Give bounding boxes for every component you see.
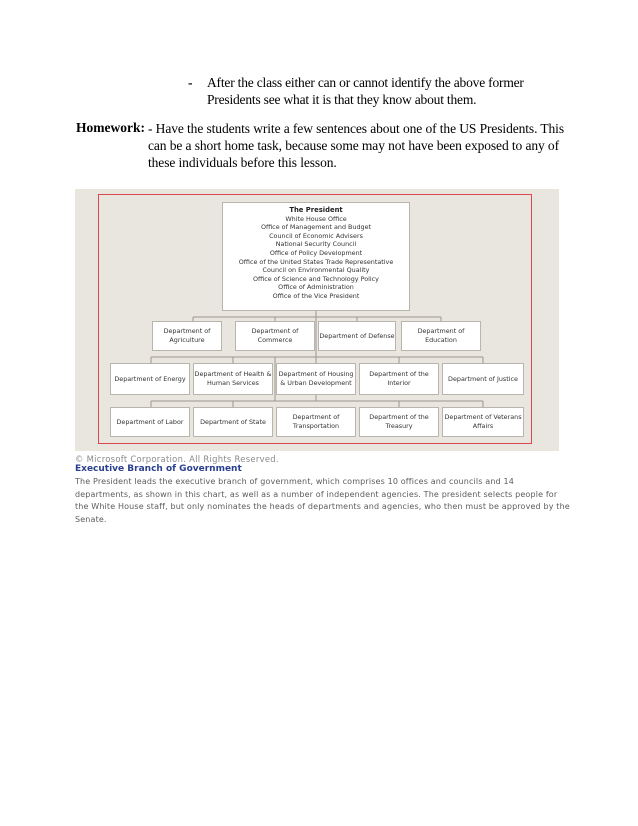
dept-label: Department of State (200, 417, 266, 426)
dept-energy-box (110, 363, 190, 395)
dept-transportation-box (276, 407, 356, 437)
dept-defense-box (318, 321, 396, 351)
org-chart-image (75, 189, 559, 451)
office-item: Office of the Vice President (272, 291, 360, 300)
dept-label: Department of Housing & Urban Development (278, 370, 354, 387)
dept-hud-box (276, 363, 356, 395)
dept-veterans-box (442, 407, 524, 437)
dept-label: Department of Justice (448, 374, 518, 383)
dept-label: Department of Agriculture (163, 327, 211, 344)
office-item: Council on Environmental Quality (262, 266, 370, 275)
dept-label: Department of Energy (114, 374, 186, 383)
office-item: Office of Management and Budget (260, 223, 372, 232)
president-box (222, 202, 410, 311)
dept-label: Department of Labor (116, 417, 184, 426)
homework-text: - Have the students write a few sentences about one of the US Presidents. This can be a short home task, because some may not have been exposed to any of these individuals before this lesson. (148, 121, 564, 170)
dept-labor-box (110, 407, 190, 437)
dept-label: Department of Transportation (292, 413, 340, 430)
caption-body: The President leads the executive branch of government, which comprises 10 offices and councils and 14 departments, as shown in this chart, as well as a number of independent agencies. The president selects people for the White House staff, but only nominates the heads of departments and agencies, who then must be approved by the Senate. (75, 477, 570, 524)
dept-label: Department of Veterans Affairs (444, 413, 522, 430)
dept-label: Department of Health & Human Services (194, 370, 272, 387)
office-item: Office of Science and Technology Policy (253, 274, 379, 283)
office-item: Council of Economic Advisers (269, 231, 363, 240)
dept-education-box (401, 321, 481, 351)
bullet-text: After the class either can or cannot identify the above former Presidents see what it is that they know about them. (207, 75, 524, 107)
dept-interior-box (359, 363, 439, 395)
dept-agriculture-box (152, 321, 222, 351)
office-item: White House Office (285, 214, 347, 223)
bullet-dash: - (188, 75, 193, 90)
dept-state-box (193, 407, 273, 437)
dept-treasury-box (359, 407, 439, 437)
caption-title: Executive Branch of Government (75, 464, 242, 474)
dept-commerce-box (235, 321, 315, 351)
president-title: The President (289, 206, 343, 214)
dept-label: Department of Defense (319, 331, 395, 340)
dept-hhs-box (193, 363, 273, 395)
office-item: National Security Council (275, 240, 357, 249)
dept-justice-box (442, 363, 524, 395)
office-item: Office of Policy Development (269, 248, 363, 257)
office-item: Office of the United States Trade Representative (238, 257, 394, 266)
dept-label: Department of the Treasury (369, 413, 429, 430)
dept-label: Department of Commerce (251, 327, 299, 344)
copyright-notice: © Microsoft Corporation. All Rights Reserved. (75, 454, 279, 464)
dept-label: Department of Education (417, 327, 465, 344)
homework-label: Homework: (76, 120, 145, 135)
dept-label: Department of the Interior (369, 370, 429, 387)
office-item: Office of Administration (278, 283, 354, 292)
